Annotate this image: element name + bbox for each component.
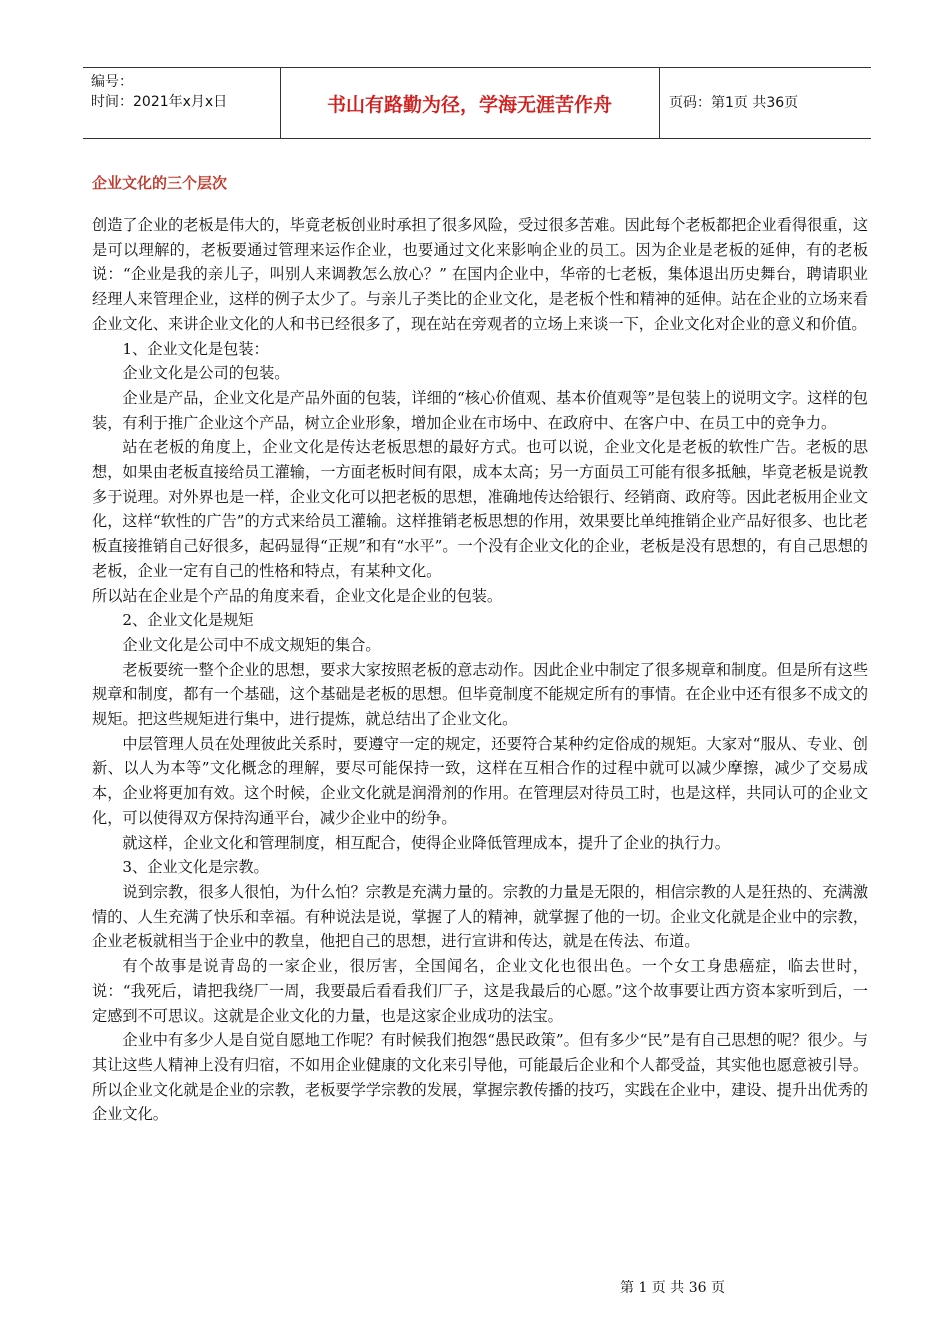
body-paragraph: 2、企业文化是规矩: [122, 611, 254, 630]
header-motto: 书山有路勤为径，学海无涯苦作舟: [326, 94, 612, 116]
header-meta-cell: [83, 68, 281, 138]
page-footer: 第 1 页 共 36 页: [620, 1280, 725, 1296]
body-paragraph: 老板要统一整个企业的思想，要求大家按照老板的意志动作。因此企业中制定了很多规章和制度。但是所有这些规章和制度，都有一个基础，这个基础是老板的思想。但毕竟制度不能规定所有的事情。在企业中还有很多不成文的规矩。把这些规矩进行集中，进行提炼，就总结出了企业文化。: [92, 660, 868, 729]
document-title: 企业文化的三个层次: [92, 174, 228, 192]
body-paragraph: 有个故事是说青岛的一家企业，很厉害，全国闻名，企业文化也很出色。一个女工身患癌症，临去世时，说：“我死后，请把我绕厂一周，我要最后看看我们厂子，这是我最后的心愿。”这个故事要让西方资本家听到后，一定感到不可思议。这就是企业文化的力量，也是这家企业成功的法宝。: [92, 957, 868, 1025]
body-paragraph: 所以站在企业是个产品的角度来看，企业文化是企业的包装。: [92, 586, 503, 605]
body-paragraph: 企业是产品，企业文化是产品外面的包装，详细的“核心价值观、基本价值观等”是包装上的说明文字。这样的包装，有利于推广企业这个产品，树立企业形象，增加企业在市场中、在政府中、在客户中、在员工中的竞争力。: [92, 388, 868, 432]
body-paragraph: 3、企业文化是宗教。: [122, 858, 269, 877]
body-paragraph: 就这样，企业文化和管理制度，相互配合，使得企业降低管理成本，提升了企业的执行力。: [122, 833, 730, 852]
body-paragraph: 企业中有多少人是自觉自愿地工作呢？有时候我们抱怨“愚民政策”。但有多少“民”是有自己思想的呢？很少。与其让这些人精神上没有归宿，不如用企业健康的文化来引导他，可能最后企业和个人都受益，其实他也愿意被引导。所以企业文化就是企业的宗教，老板要学学宗教的发展，掌握宗教传播的技巧，实践在企业中，建设、提升出优秀的企业文化。: [92, 1031, 868, 1124]
header-motto-cell: [280, 68, 660, 138]
body-paragraph: 企业文化是公司的包装。: [122, 364, 290, 383]
page-header: [83, 67, 871, 139]
document-number-label: 编号：: [91, 74, 133, 90]
body-paragraph: 站在老板的角度上，企业文化是传达老板思想的最好方式。也可以说，企业文化是老板的软性广告。老板的思想，如果由老板直接给员工灌输，一方面老板时间有限，成本太高；另一方面员工可能有很多抵触，毕竟老板是说教多于说理。对外界也是一样，企业文化可以把老板的思想，准确地传达给银行、经销商、政府等。因此老板用企业文化，这样“软性的广告”的方式来给员工灌输。这样推销老板思想的作用，效果要比单纯推销企业产品好很多、也比老板直接推销自己好很多，起码显得“正规”和有“水平”。一个没有企业文化的企业，老板是没有思想的，有自己思想的老板，企业一定有自己的性格和特点，有某种文化。: [92, 438, 868, 580]
document-body: [92, 213, 868, 1127]
document-date-label: 时间：2021年x月x日: [91, 94, 228, 110]
body-paragraph: 企业文化是公司中不成文规矩的集合。: [122, 635, 381, 654]
body-paragraph: 创造了企业的老板是伟大的，毕竟老板创业时承担了很多风险，受过很多苦难。因此每个老板都把企业看得很重，这是可以理解的，老板要通过管理来运作企业，也要通过文化来影响企业的员工。因为企业是老板的延伸，有的老板说：“企业是我的亲儿子，叫别人来调教怎么放心？” 在国内企业中，华帝的七老板，集体退出历史舞台，聘请职业经理人来管理企业，这样的例子太少了。与亲儿子类比的企业文化，是老板个性和精神的延伸。站在企业的立场来看企业文化、来讲企业文化的人和书已经很多了，现在站在旁观者的立场上来谈一下，企业文化对企业的意义和价值。: [92, 216, 868, 333]
header-page-info: 页码：第1页 共36页: [669, 95, 799, 111]
header-page-cell: [659, 68, 871, 138]
body-paragraph: 1、企业文化是包装：: [122, 339, 269, 358]
body-paragraph: 中层管理人员在处理彼此关系时，要遵守一定的规定，还要符合某种约定俗成的规矩。大家对“服从、专业、创新、以人为本等”文化概念的理解，要尽可能保持一致，这样在互相合作的过程中就可以减少摩擦，减少了交易成本，企业将更加有效。这个时候，企业文化就是润滑剂的作用。在管理层对待员工时，也是这样，共同认可的企业文化，可以使得双方保持沟通平台，减少企业中的纷争。: [92, 734, 868, 827]
body-paragraph: 说到宗教，很多人很怕，为什么怕？宗教是充满力量的。宗教的力量是无限的，相信宗教的人是狂热的、充满激情的、人生充满了快乐和幸福。有种说法是说，掌握了人的精神，就掌握了他的一切。企业文化就是企业中的宗教，企业老板就相当于企业中的教皇，他把自己的思想，进行宣讲和传达，就是在传法、布道。: [92, 882, 868, 951]
